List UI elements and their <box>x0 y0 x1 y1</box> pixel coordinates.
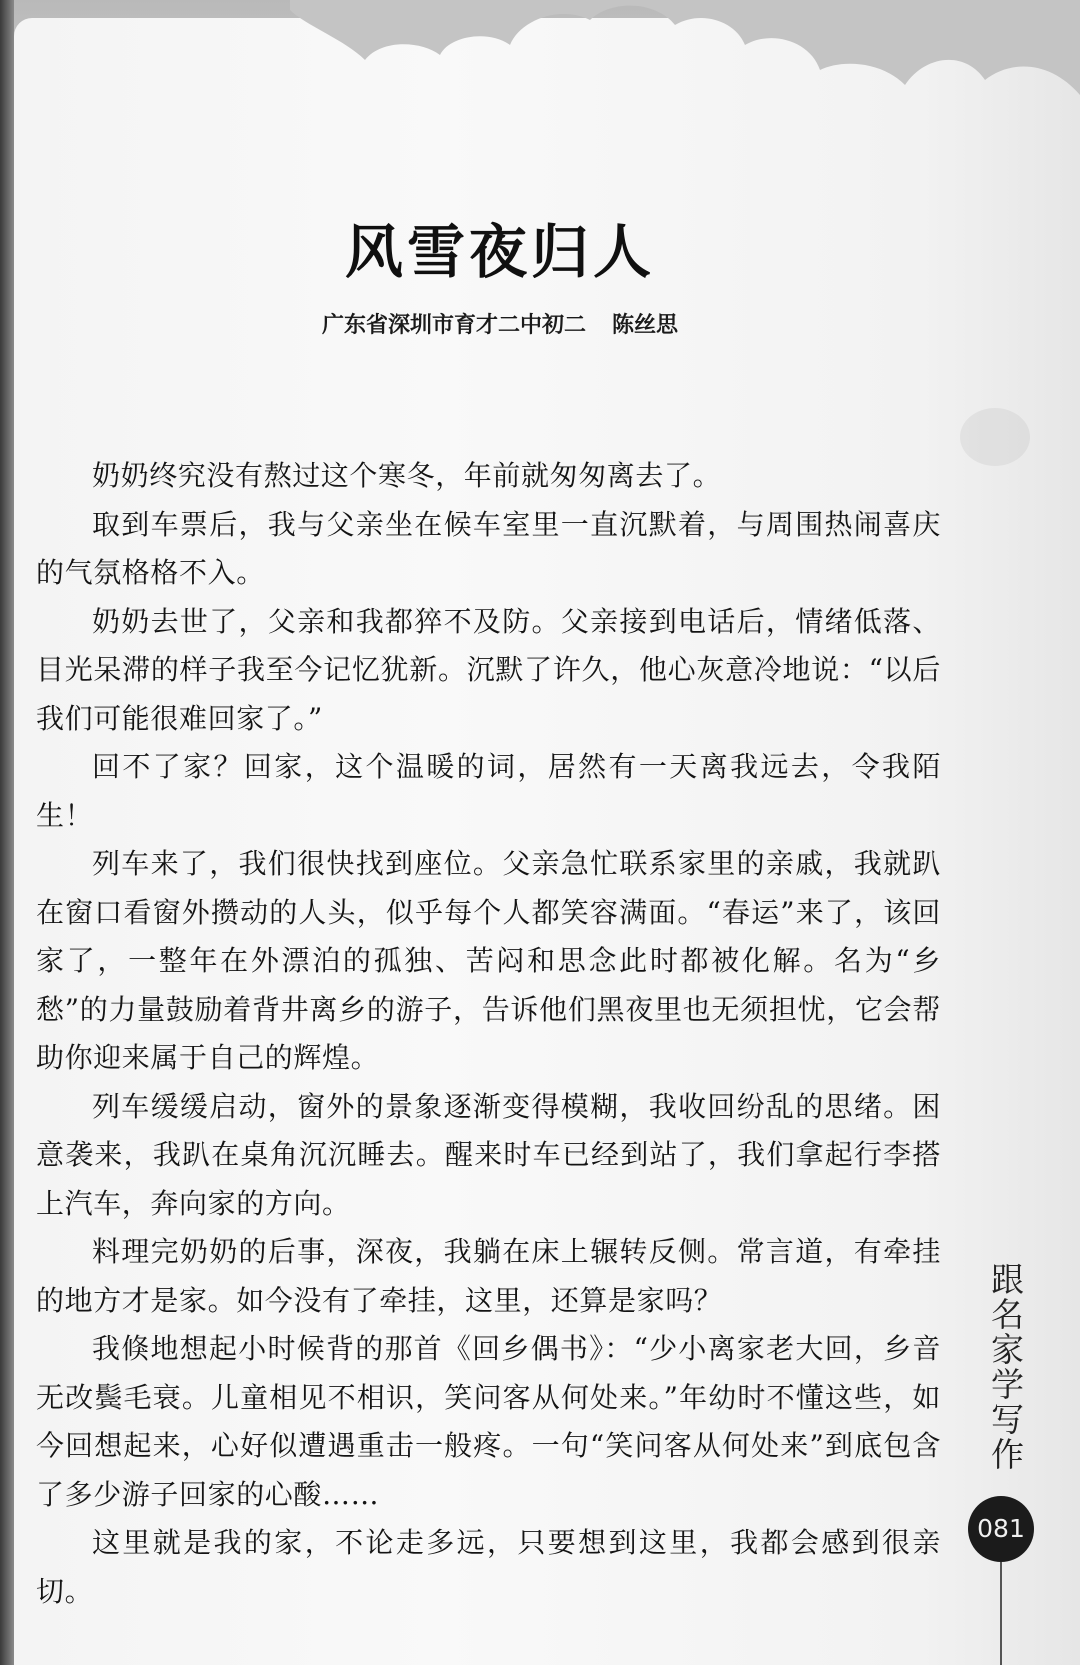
paragraph-4: 回不了家？回家，这个温暖的词，居然有一天离我远去，令我陌生！ <box>36 750 941 832</box>
paragraph-2: 取到车票后，我与父亲坐在候车室里一直沉默着，与周围热闹喜庆的气氛格格不入。 <box>36 507 941 589</box>
paragraph-8: 我倏地想起小时候背的那首《回乡偶书》：“少小离家老大回，乡音无改鬓毛衰。儿童相见不相识，笑问客从何处来。”年幼时不懂这些，如今回想起来，心好似遭遇重击一般疼。一句“笑问客从何处来”到底包含了多少游子回家的心酸…… <box>36 1332 941 1511</box>
paragraph-9: 这里就是我的家，不论走多远，只要想到这里，我都会感到很亲切。 <box>36 1526 941 1608</box>
paragraph-7: 料理完奶奶的后事，深夜，我躺在床上辗转反侧。常言道，有牵挂的地方才是家。如今没有了牵挂，这里，还算是家吗？ <box>36 1235 941 1317</box>
paragraph-6: 列车缓缓启动，窗外的景象逐渐变得模糊，我收回纷乱的思绪。困意袭来，我趴在桌角沉沉睡去。醒来时车已经到站了，我们拿起行李搭上汽车，奔向家的方向。 <box>36 1089 941 1220</box>
article-byline <box>0 308 1000 339</box>
article-title: 风雪夜归人 <box>344 218 655 286</box>
paragraph-3: 奶奶去世了，父亲和我都猝不及防。父亲接到电话后，情绪低落、目光呆滞的样子我至今记忆犹新。沉默了许久，他心灰意冷地说：“以后我们可能很难回家了。” <box>36 604 941 735</box>
paragraph-5: 列车来了，我们很快找到座位。父亲急忙联系家里的亲戚，我就趴在窗口看窗外攒动的人头，似乎每个人都笑容满面。“春运”来了，该回家了，一整年在外漂泊的孤独、苦闷和思念此时都被化解。名为“乡愁”的力量鼓励着背井离乡的游子，告诉他们黑夜里也无须担忧，它会帮助你迎来属于自己的辉煌。 <box>36 847 941 1074</box>
page-number-badge: 081 <box>968 1496 1034 1562</box>
faint-badge-mark <box>960 408 1030 466</box>
author-school: 广东省深圳市育才二中初二 <box>321 313 586 338</box>
paragraph-1: 奶奶终究没有熬过这个寒冬，年前就匆匆离去了。 <box>92 459 722 492</box>
side-rule-divider <box>1000 1562 1002 1665</box>
section-label: 跟名家学写作 <box>986 1262 1025 1472</box>
author-name: 陈丝思 <box>612 313 679 338</box>
article-body <box>36 452 941 1616</box>
